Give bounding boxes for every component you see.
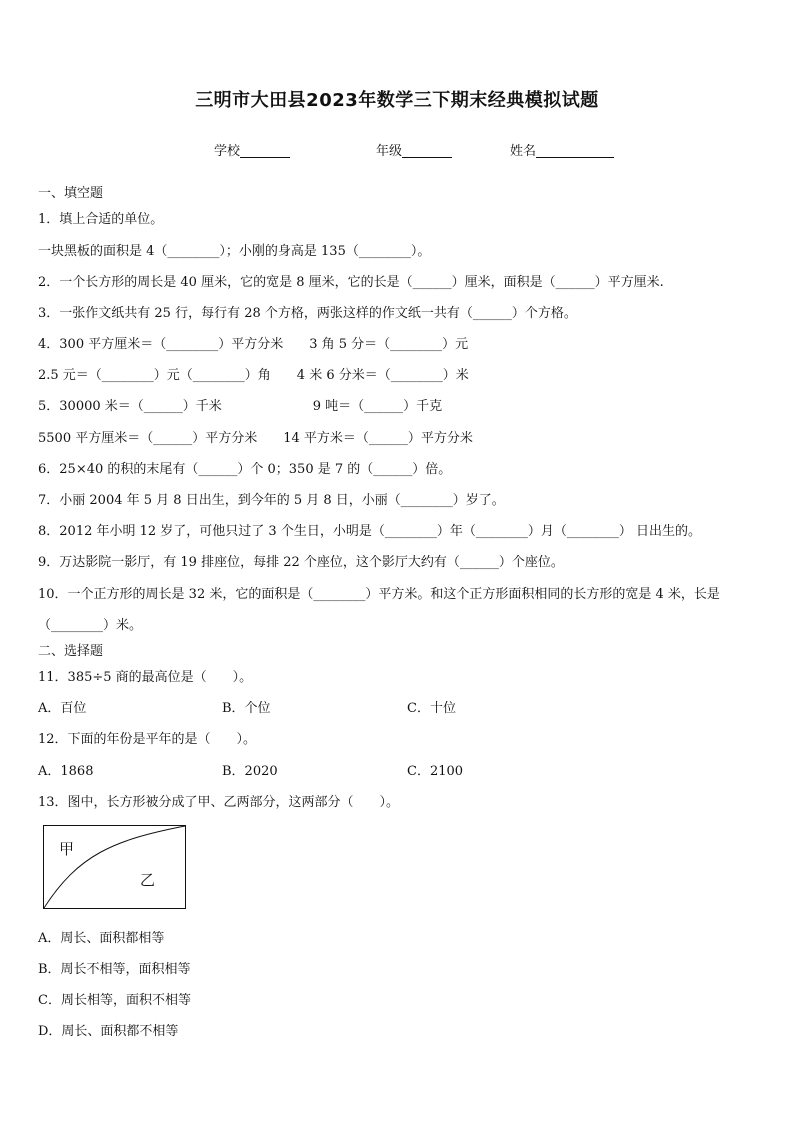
section2-heading: 二、选择题 [38, 644, 104, 659]
page-title: 三明市大田县2023年数学三下期末经典模拟试题 [195, 90, 599, 111]
q4-line2: 2.5 元＝（________）元（________）角 4 米 6 分米＝（________）米 [38, 368, 469, 383]
q1-content: 一块黑板的面积是 4（________）；小刚的身高是 135（________）。 [38, 244, 431, 259]
q4-line1: 4．300 平方厘米＝（________）平方分米 3 角 5 分＝（________）元 [38, 337, 469, 352]
school-label: 学校 [214, 144, 241, 159]
label-yi: 乙 [140, 871, 156, 889]
q12-stem: 12．下面的年份是平年的是（ ）。 [38, 732, 257, 747]
q13-option-a: A．周长、面积都相等 [38, 931, 165, 946]
section1-heading: 一、填空题 [38, 186, 104, 201]
school-field [214, 140, 290, 159]
q2: 2．一个长方形的周长是 40 厘米，它的宽是 8 厘米，它的长是（______）厘米，面积是（______）平方厘米. [38, 275, 664, 290]
q13-stem: 13．图中，长方形被分成了甲、乙两部分，这两部分（ ）。 [38, 795, 400, 810]
q5-line1: 5．30000 米＝（______）千米 9 吨＝（______）千克 [38, 399, 443, 414]
dividing-curve [44, 826, 185, 908]
q11-option-c: C．十位 [407, 701, 456, 716]
q8: 8．2012 年小明 12 岁了，可他只过了 3 个生日，小明是（________）年（________）月（________） 日出生的。 [38, 524, 701, 539]
q12-option-a: A．1868 [38, 764, 94, 779]
name-label: 姓名 [510, 144, 537, 159]
label-jia: 甲 [59, 840, 75, 858]
q13-option-d: D．周长、面积都不相等 [38, 1024, 179, 1039]
grade-blank [402, 143, 452, 158]
q9: 9．万达影院一影厅，有 19 排座位，每排 22 个座位，这个影厅大约有（______）个座位。 [38, 555, 564, 570]
school-blank [240, 143, 290, 158]
q11-stem: 11．385÷5 商的最高位是（ ）。 [38, 670, 253, 685]
q11-option-a: A．百位 [38, 701, 87, 716]
q12-option-b: B．2020 [222, 764, 278, 779]
q13-option-b: B．周长不相等，面积相等 [38, 962, 191, 977]
grade-label: 年级 [376, 144, 403, 159]
q6: 6．25×40 的积的末尾有（______）个 0；350 是 7 的（______）倍。 [38, 462, 452, 477]
rectangle-figure [43, 825, 186, 909]
name-blank [536, 143, 614, 158]
name-field [510, 140, 614, 159]
q13-option-c: C．周长相等，面积不相等 [38, 993, 191, 1008]
q10-line1: 10．一个正方形的周长是 32 米，它的面积是（________）平方米。和这个正方形面积相同的长方形的宽是 4 米，长是 [38, 587, 720, 602]
grade-field [376, 140, 452, 159]
q11-option-b: B．个位 [222, 701, 271, 716]
q1-stem: 1．填上合适的单位。 [38, 212, 164, 227]
q10-line2: （________）米。 [38, 618, 143, 633]
q12-option-c: C．2100 [407, 764, 464, 779]
q5-line2: 5500 平方厘米＝（______）平方分米 14 平方米＝（______）平方分米 [38, 431, 473, 446]
rectangle-outline [44, 826, 186, 909]
q7: 7．小丽 2004 年 5 月 8 日出生，到今年的 5 月 8 日，小丽（________）岁了。 [38, 493, 505, 508]
q3: 3．一张作文纸共有 25 行，每行有 28 个方格，两张这样的作文纸一共有（______）个方格。 [38, 306, 577, 321]
